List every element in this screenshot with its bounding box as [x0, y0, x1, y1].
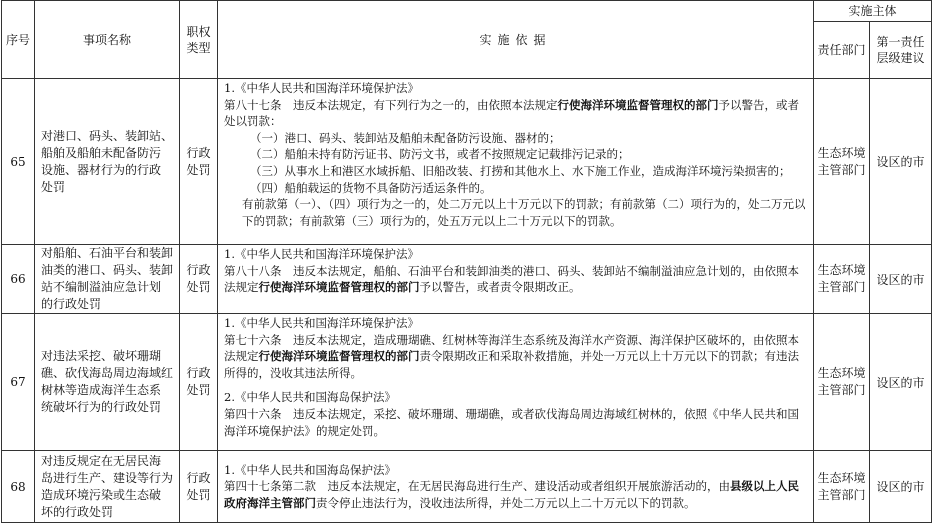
row-number: 67 [2, 314, 35, 451]
header-dept: 责任部门 [814, 22, 870, 79]
header-item-name: 事项名称 [35, 1, 180, 79]
table-row [2, 245, 932, 314]
permission-table [1, 0, 932, 523]
header-basis: 实施依据 [218, 1, 814, 79]
item-name: 对船舶、石油平台和装卸 油类的港口、码头、装卸 站不编制溢油应急计划 的行政处罚 [35, 245, 180, 314]
responsibility-level: 设区的市 [870, 79, 932, 245]
table-row [2, 314, 932, 451]
auth-type: 行政 处罚 [180, 245, 218, 314]
table-row [2, 451, 932, 523]
item-name: 对港口、码头、装卸站、 船舶及船舶未配备防污 设施、器材行为的行政 处罚 [35, 79, 180, 245]
item-name: 对违反规定在无居民海 岛进行生产、建设等行为 造成环境污染或生态破 坏的行政处罚 [35, 451, 180, 523]
responsible-dept: 生态环境 主管部门 [814, 245, 870, 314]
row-number: 68 [2, 451, 35, 523]
responsibility-level: 设区的市 [870, 314, 932, 451]
responsibility-level: 设区的市 [870, 451, 932, 523]
auth-type: 行政 处罚 [180, 314, 218, 451]
table-row [2, 79, 932, 245]
responsibility-level: 设区的市 [870, 245, 932, 314]
header-first-resp: 第一责任 层级建议 [870, 22, 932, 79]
basis-text: 1.《中华人民共和国海岛保护法》 第四十七条第二款 违反本法规定，在无居民海岛进行生产、建设活动或者组织开展旅游活动的，由县级以上人民政府海洋主管部门责令停止违法行为，没收违法所得，并处二万元以上二十万元以下的罚款。 [218, 451, 814, 523]
header-subject: 实施主体 [814, 1, 932, 22]
row-number: 65 [2, 79, 35, 245]
auth-type: 行政 处罚 [180, 451, 218, 523]
responsible-dept: 生态环境 主管部门 [814, 314, 870, 451]
basis-text: 1.《中华人民共和国海洋环境保护法》 第七十六条 违反本法规定，造成珊瑚礁、红树林等海洋生态系统及海洋水产资源、海洋保护区破坏的，由依照本法规定行使海洋环境监督管理权的部门责令限期改正和采取补救措施，并处一万元以上十万元以下的罚款；有违法所得的，没收其违法所得。 2.《中华人民共和国海岛保护法》 第四十六条 违反本法规定，采挖、破坏珊瑚、珊瑚礁，或者砍伐海岛周边海域红树林的，依照《中华人民共和国海洋环境保护法》的规定处罚。 [218, 314, 814, 451]
responsible-dept: 生态环境 主管部门 [814, 79, 870, 245]
header-no: 序号 [2, 1, 35, 79]
item-name: 对违法采挖、破坏珊瑚 礁、砍伐海岛周边海域红 树林等造成海洋生态系 统破坏行为的行政处罚 [35, 314, 180, 451]
row-number: 66 [2, 245, 35, 314]
basis-text: 1.《中华人民共和国海洋环境保护法》 第八十七条 违反本法规定，有下列行为之一的，由依照本法规定行使海洋环境监督管理权的部门予以警告，或者处以罚款： （一）港口、码头、装卸站及船舶未配备防污设施、器材的； （二）船舶未持有防污证书、防污文书，或者不按照规定记载排污记录的； （三）从事水上和港区水域拆船、旧船改装、打捞和其他水上、水下施工作业，造成海洋环境污染损害的； （四）船舶载运的货物不具备防污适运条件的。 有前款第（一）、（四）项行为之一的，处二万元以上十万元以下的罚款；有前款第（二）项行为的，处二万元以下的罚款；有前款第（三）项行为的，处五万元以上二十万元以下的罚款。 [218, 79, 814, 245]
basis-text: 1.《中华人民共和国海洋环境保护法》 第八十八条 违反本法规定，船舶、石油平台和装卸油类的港口、码头、装卸站不编制溢油应急计划的，由依照本法规定行使海洋环境监督管理权的部门予以警告，或者责令限期改正。 [218, 245, 814, 314]
responsible-dept: 生态环境 主管部门 [814, 451, 870, 523]
header-auth-type: 职权 类型 [180, 1, 218, 79]
auth-type: 行政 处罚 [180, 79, 218, 245]
